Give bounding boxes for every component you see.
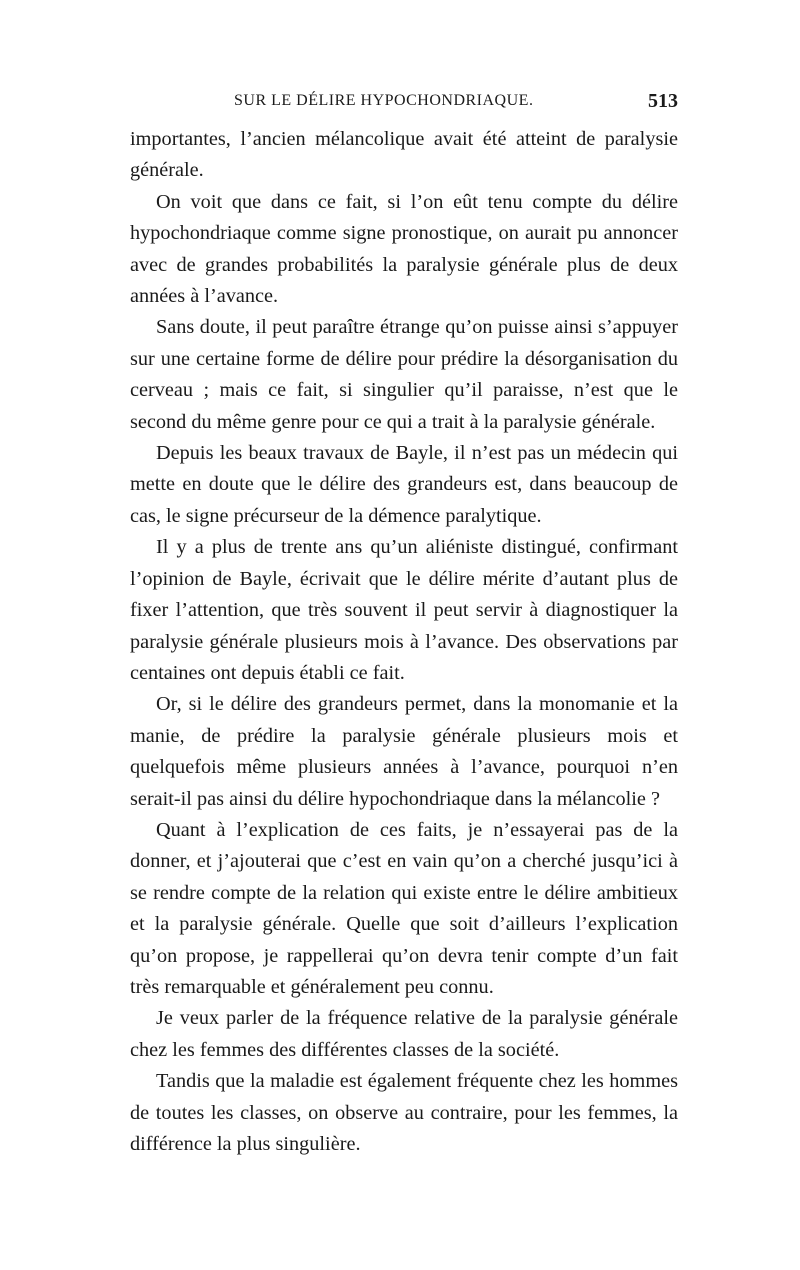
body-text — [130, 124, 678, 1160]
paragraph: Sans doute, il peut paraître étrange qu’on puisse ainsi s’appuyer sur une certaine forme de délire pour prédire la désorganisation du cerveau ; mais ce fait, si singulier qu’il paraisse, n’est que le second du même genre pour ce qui a trait à la paralysie générale. — [130, 316, 678, 433]
paragraph: Il y a plus de trente ans qu’un aliéniste distingué, confirmant l’opinion de Bayle, écrivait que le délire mérite d’autant plus de fixer l’attention, que très souvent il peut servir à diagnostiquer la paralysie générale plusieurs mois à l’avance. Des observations par centaines ont depuis établi ce fait. — [130, 536, 678, 684]
paragraph: Or, si le délire des grandeurs permet, dans la monomanie et la manie, de prédire la paralysie générale plusieurs mois et quelquefois même plusieurs années à l’avance, pourquoi n’en serait-il pas ainsi du délire hypochondriaque dans la mélancolie ? — [130, 693, 678, 810]
paragraph: On voit que dans ce fait, si l’on eût tenu compte du délire hypochondriaque comme signe pronostique, on aurait pu annoncer avec de grandes probabilités la paralysie générale plus de deux années à l’avance. — [130, 190, 678, 308]
paragraph: Depuis les beaux travaux de Bayle, il n’est pas un médecin qui mette en doute que le délire des grandeurs est, dans beaucoup de cas, le signe précurseur de la démence paralytique. — [130, 442, 678, 527]
running-head-title: SUR LE DÉLIRE HYPOCHONDRIAQUE. — [234, 92, 534, 109]
paragraph: Tandis que la maladie est également fréquente chez les hommes de toutes les classes, on observe au contraire, pour les femmes, la différence la plus singulière. — [130, 1070, 678, 1155]
paragraph: Je veux parler de la fréquence relative de la paralysie générale chez les femmes des différentes classes de la société. — [130, 1007, 678, 1061]
page-number: 513 — [648, 90, 678, 112]
running-head — [130, 92, 678, 118]
paragraph: importantes, l’ancien mélancolique avait été atteint de paralysie générale. — [130, 128, 678, 182]
paragraph: Quant à l’explication de ces faits, je n’essayerai pas de la donner, et j’ajouterai que c’est en vain qu’on a cherché jusqu’ici à se rendre compte de la relation qui existe entre le délire ambitieux et la paralysie générale. Quelle que soit d’ailleurs l’explication qu’on propose, je rappellerai qu’on devra tenir compte d’un fait très remarquable et généralement peu connu. — [130, 818, 678, 998]
